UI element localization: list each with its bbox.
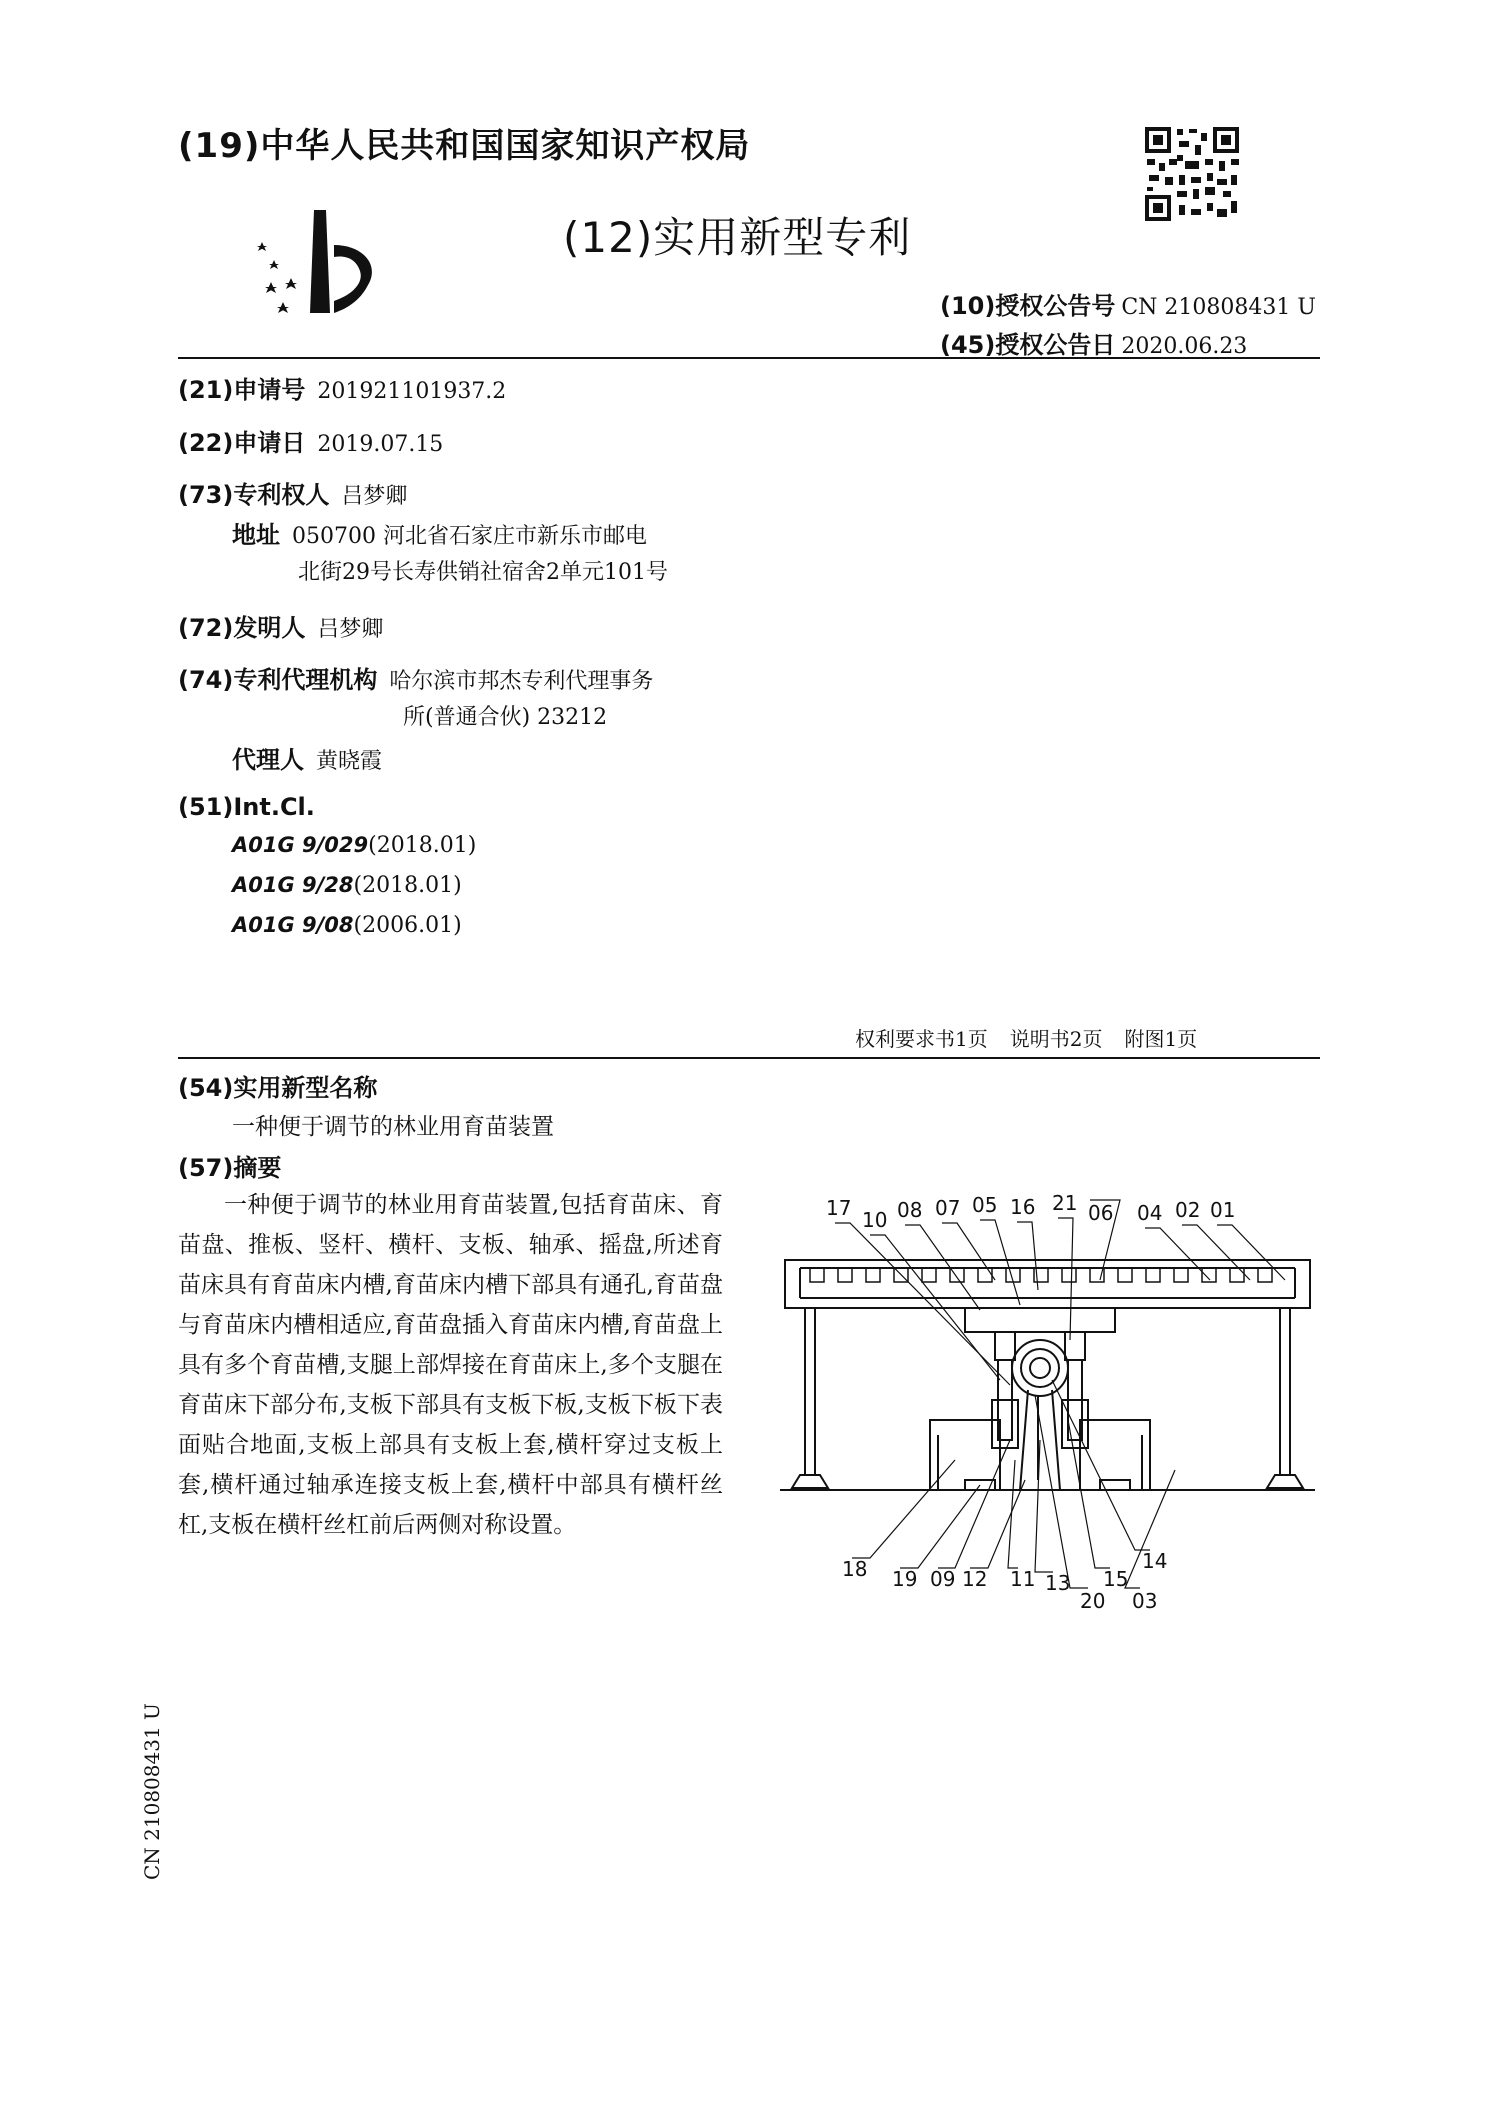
page-counts (855, 1023, 1219, 1052)
callout-label: 16 (1010, 1195, 1036, 1219)
callout-label: 06 (1088, 1201, 1114, 1225)
agent (232, 740, 382, 775)
claims-pages: 权利要求书1页 (855, 1027, 988, 1051)
agency-line2: 所(普通合伙) 23212 (403, 705, 608, 730)
publication-number-value: CN 210808431 U (1121, 295, 1316, 320)
ipc-entry (232, 873, 462, 898)
side-publication-number: CN 210808431 U (140, 1703, 164, 1880)
callout-label: 12 (962, 1567, 988, 1591)
drawing-pages: 附图1页 (1124, 1027, 1198, 1051)
callout-label: 18 (842, 1557, 868, 1581)
callout-label: 07 (935, 1196, 961, 1220)
address-line1: 050700 河北省石家庄市新乐市邮电 (292, 524, 647, 549)
ipc-code: A01G 9/08 (232, 913, 354, 937)
description-pages: 说明书2页 (1009, 1027, 1103, 1051)
ipc-version: (2018.01) (353, 873, 462, 898)
intcl-label (178, 793, 315, 821)
title-label: (54)实用新型名称 (178, 1074, 378, 1102)
publication-date-label: (45)授权公告日 (940, 331, 1116, 359)
push-plate (965, 1308, 1115, 1332)
inventor-label: (72)发明人 (178, 614, 306, 642)
ipc-entry (232, 833, 476, 858)
ipc-code: A01G 9/029 (232, 833, 369, 857)
inventor (178, 608, 383, 643)
callout-label: 19 (892, 1567, 918, 1591)
bearing-inner (1030, 1358, 1050, 1378)
foot-left (792, 1475, 828, 1488)
callout-label: 11 (1010, 1567, 1036, 1591)
agent-value: 黄晓霞 (316, 749, 383, 774)
ipc-code: A01G 9/28 (232, 873, 354, 897)
foot-right (1267, 1475, 1303, 1488)
callout-label: 02 (1175, 1198, 1201, 1222)
crank-arm-right (1052, 1390, 1060, 1490)
patentee (178, 475, 407, 510)
agency (178, 660, 653, 695)
callout-label: 09 (930, 1567, 956, 1591)
ipc-version: (2018.01) (368, 833, 477, 858)
callout-label: 21 (1052, 1191, 1078, 1215)
cnipa-emblem-icon (248, 205, 388, 315)
seedling-grooves (810, 1268, 1272, 1282)
patentee-value: 吕梦卿 (341, 484, 408, 509)
callout-label: 14 (1142, 1549, 1168, 1573)
publication-date (940, 325, 1247, 360)
crank-arm-left (1020, 1390, 1028, 1490)
application-number-label: (21)申请号 (178, 376, 306, 404)
office-name: (19)中华人民共和国国家知识产权局 (178, 126, 751, 166)
publication-date-value: 2020.06.23 (1121, 334, 1248, 359)
agency-line1: 哈尔滨市邦杰专利代理事务 (389, 669, 654, 694)
application-number-value: 201921101937.2 (317, 379, 507, 404)
document-type: (12)实用新型专利 (563, 213, 912, 262)
abstract-label: (57)摘要 (178, 1154, 282, 1182)
intcl-label-text: (51)Int.Cl. (178, 793, 315, 821)
callout-label: 13 (1045, 1571, 1071, 1595)
publication-number (940, 286, 1316, 321)
header-divider (178, 357, 1320, 359)
callout-label: 10 (862, 1208, 888, 1232)
agency-label: (74)专利代理机构 (178, 666, 378, 694)
callout-label: 03 (1132, 1589, 1158, 1613)
application-date (178, 423, 443, 458)
agent-label: 代理人 (232, 746, 304, 774)
section-divider (178, 1057, 1320, 1059)
application-date-label: (22)申请日 (178, 429, 306, 457)
inventor-value: 吕梦卿 (317, 617, 384, 642)
ipc-version: (2006.01) (353, 913, 462, 938)
callout-label: 01 (1210, 1198, 1236, 1222)
address-line2: 北街29号长寿供销社宿舍2单元101号 (298, 560, 668, 585)
callout-label: 08 (897, 1198, 923, 1222)
rod-head-right (1065, 1332, 1085, 1360)
abstract-text: 一种便于调节的林业用育苗装置,包括育苗床、育苗盘、推板、竖杆、横杆、支板、轴承、摇盘,所述育苗床具有育苗床内槽,育苗床内槽下部具有通孔,育苗盘与育苗床内槽相适应,育苗盘插入育苗床内槽,育苗盘上具有多个育苗槽,支腿上部焊接在育苗床上,多个支腿在育苗床下部分布,支板下部具有支板下板,支板下板下表面贴合地面,支板上部具有支板上套,横杆穿过支板上套,横杆通过轴承连接支板上套,横杆中部具有横杆丝杠,支板在横杆丝杠前后两侧对称设置。 (178, 1192, 723, 1538)
application-date-value: 2019.07.15 (317, 432, 444, 457)
leader-lines (835, 1200, 1285, 1588)
callout-label: 20 (1080, 1589, 1106, 1613)
callout-label: 15 (1103, 1567, 1129, 1591)
patentee-label: (73)专利权人 (178, 481, 330, 509)
callout-label: 17 (826, 1196, 852, 1220)
publication-number-label: (10)授权公告号 (940, 292, 1116, 320)
ipc-entry (232, 913, 462, 938)
callout-label: 04 (1137, 1201, 1163, 1225)
address-label: 地址 (232, 521, 280, 549)
device-drawing (770, 1140, 1320, 1640)
utility-model-title: 一种便于调节的林业用育苗装置 (232, 1114, 554, 1140)
callout-label: 05 (972, 1193, 998, 1217)
address (232, 515, 647, 550)
application-number (178, 370, 506, 405)
rod-head-left (995, 1332, 1015, 1360)
qr-code-icon (1143, 125, 1241, 223)
